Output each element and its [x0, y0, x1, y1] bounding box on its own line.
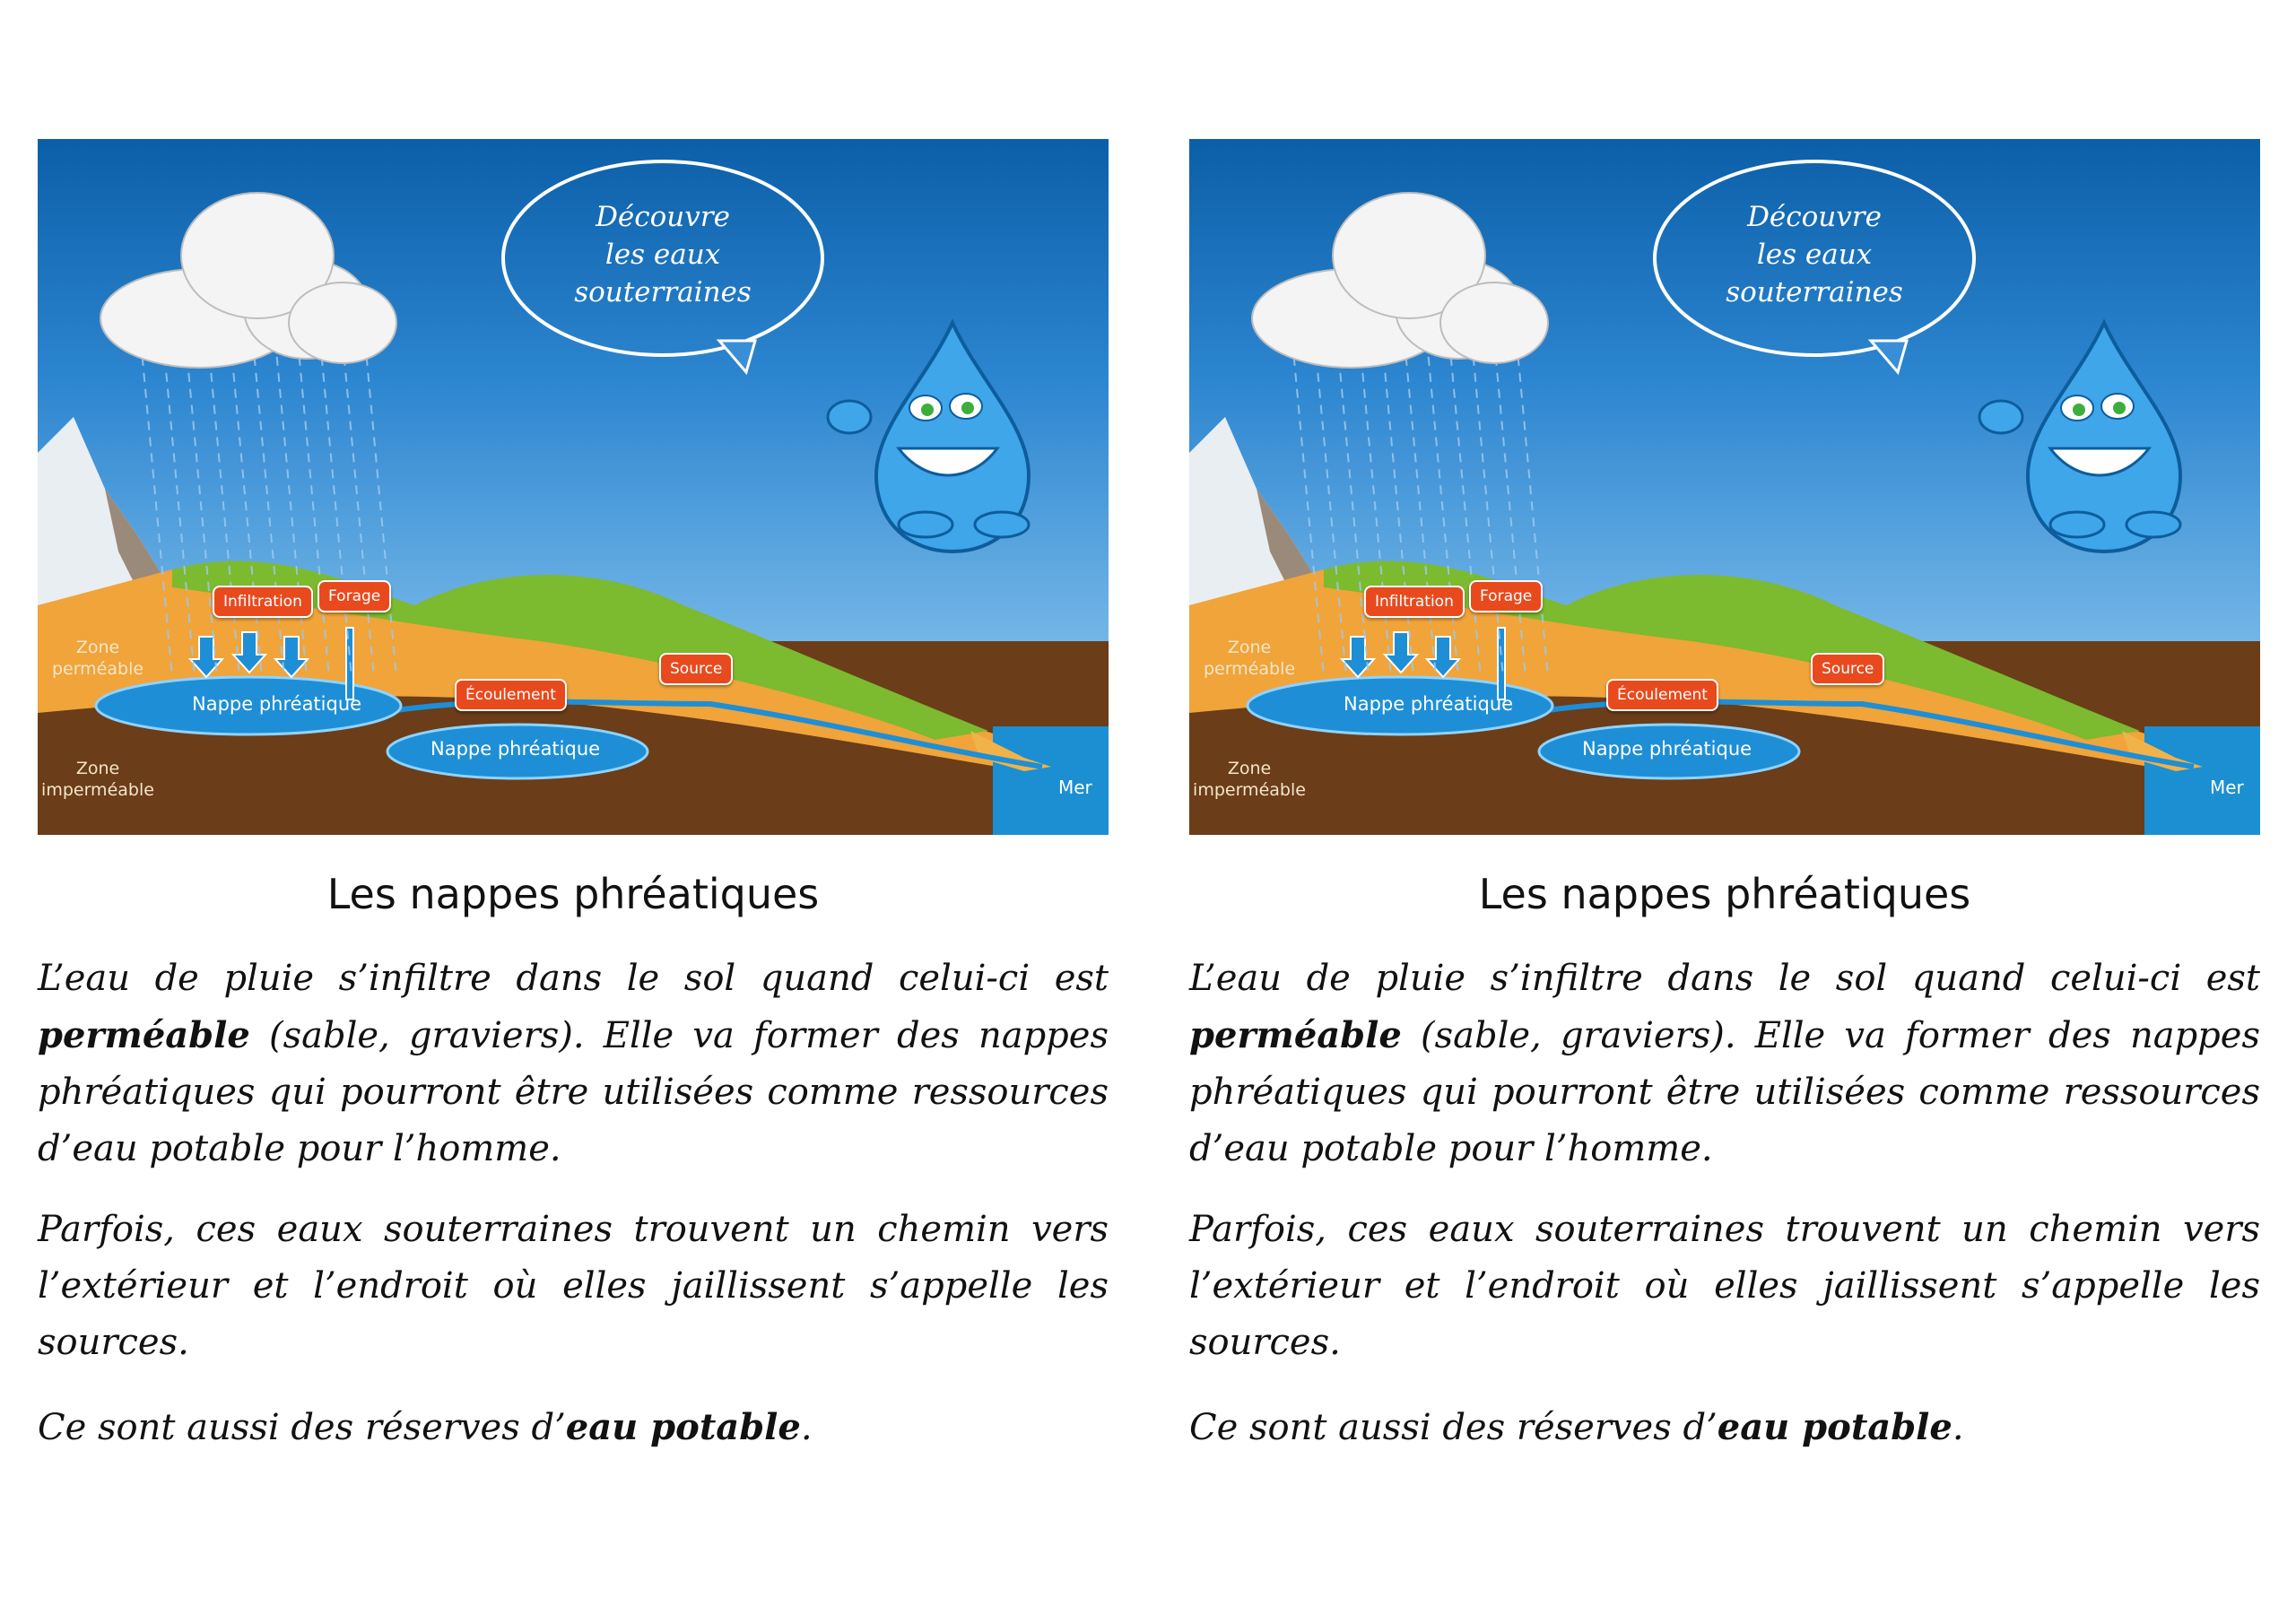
p3-text-end: .: [800, 1407, 813, 1448]
paragraph-1: [1189, 951, 2260, 1177]
infiltration-arrows: [190, 632, 308, 677]
bubble-line: Découvre: [1747, 201, 1882, 233]
zone-word: Zone: [1227, 638, 1272, 657]
zone-word: imperméable: [1193, 780, 1306, 800]
mer-label: Mer: [1058, 777, 1092, 798]
groundwater-illustration: [1189, 139, 2260, 835]
p1-text: L’eau de pluie s’infiltre dans le sol quand celui-ci est: [38, 958, 1109, 999]
cloud: [100, 193, 396, 368]
p1-bold: perméable: [38, 1014, 250, 1056]
bubble-text: [528, 198, 797, 311]
tag-source: Source: [659, 653, 733, 685]
nappe-1-label: Nappe phréatique: [192, 693, 362, 715]
tag-forage: Forage: [317, 580, 391, 612]
nappe-1-label: Nappe phréatique: [1344, 693, 1514, 715]
water-drop-mascot: [828, 323, 1029, 551]
zone-permeable-label: [1200, 637, 1299, 680]
fiche-card: [1189, 139, 2260, 1484]
bubble-text: [1680, 198, 1949, 311]
tag-infiltration: Infiltration: [1364, 586, 1465, 618]
p1-bold: perméable: [1189, 1014, 1402, 1056]
p3-text: Ce sont aussi des réserves d’: [1189, 1407, 1718, 1448]
zone-word: perméable: [51, 659, 144, 679]
bubble-line: souterraines: [1726, 276, 1903, 308]
p1-text-end: (sable, graviers). Elle va former des nappes phréatiques qui pourront être utilisées comme ressources d’eau potable pour l’homme.: [38, 1015, 1109, 1169]
zone-word: perméable: [1203, 659, 1296, 679]
fiche-card: [38, 139, 1109, 1484]
cloud: [1252, 193, 1548, 368]
p1-text-end: (sable, graviers). Elle va former des nappes phréatiques qui pourront être utilisées comme ressources d’eau potable pour l’homme.: [1189, 1015, 2260, 1169]
nappe-2-label: Nappe phréatique: [1582, 738, 1752, 760]
zone-word: Zone: [75, 759, 120, 778]
nappe-2-label: Nappe phréatique: [430, 738, 601, 760]
p3-text: Ce sont aussi des réserves d’: [38, 1407, 566, 1448]
p3-bold: eau potable: [1717, 1406, 1952, 1448]
bubble-line: les eaux: [604, 239, 721, 271]
bubble-line: souterraines: [574, 276, 752, 308]
page-title: Les nappes phréatiques: [326, 870, 820, 918]
p3-text-end: .: [1952, 1407, 1964, 1448]
bubble-line: les eaux: [1756, 239, 1873, 271]
groundwater-illustration: [38, 139, 1109, 835]
bubble-line: Découvre: [596, 201, 730, 233]
paragraph-3: [1189, 1399, 2260, 1456]
paragraph-3: [38, 1399, 1109, 1456]
tag-infiltration: Infiltration: [213, 586, 313, 618]
p3-bold: eau potable: [565, 1406, 801, 1448]
paragraph-2: Parfois, ces eaux souterraines trouvent un chemin vers l’extérieur et l’endroit où elles jaillissent s’appelle les sources.: [1189, 1209, 2260, 1363]
paragraph-1: [38, 951, 1109, 1177]
zone-word: Zone: [1227, 759, 1272, 778]
tag-ecoulement: Écoulement: [1606, 679, 1718, 711]
p1-text: L’eau de pluie s’infiltre dans le sol quand celui-ci est: [1189, 958, 2260, 999]
zone-word: Zone: [75, 638, 120, 657]
zone-word: imperméable: [41, 780, 154, 800]
page-title: Les nappes phréatiques: [1478, 870, 1971, 918]
water-drop-mascot: [1979, 323, 2180, 551]
tag-ecoulement: Écoulement: [455, 679, 567, 711]
zone-impermeable-label: [39, 758, 156, 801]
zone-permeable-label: [48, 637, 147, 680]
mer-label: Mer: [2210, 777, 2244, 798]
infiltration-arrows: [1342, 632, 1459, 677]
tag-forage: Forage: [1469, 580, 1543, 612]
tag-source: Source: [1811, 653, 1884, 685]
zone-impermeable-label: [1191, 758, 1308, 801]
paragraph-2: Parfois, ces eaux souterraines trouvent un chemin vers l’extérieur et l’endroit où elles jaillissent s’appelle les sources.: [38, 1209, 1109, 1363]
